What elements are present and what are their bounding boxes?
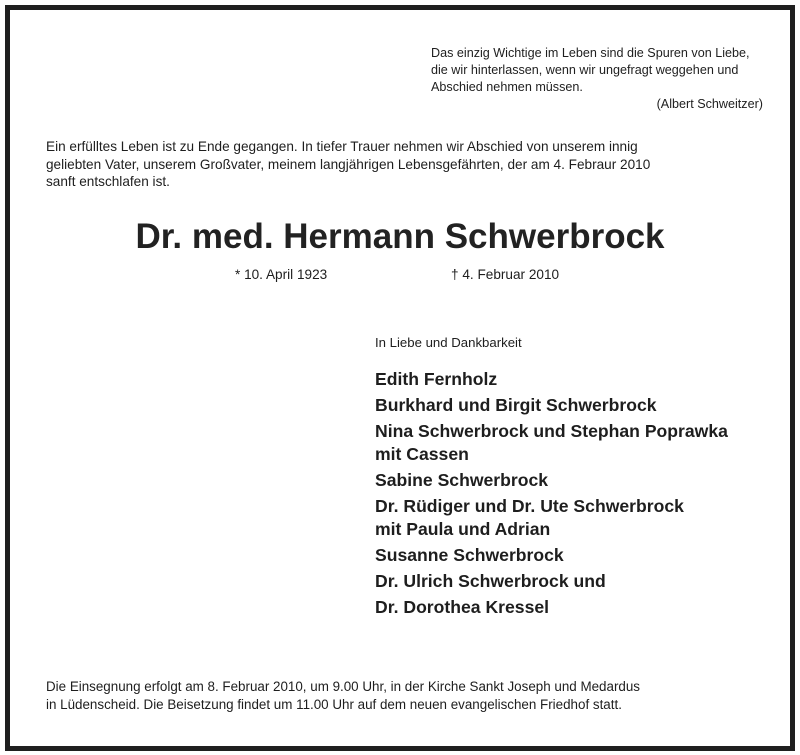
mourner-entry (375, 420, 775, 466)
mourner-entry (375, 495, 775, 541)
mourner-line: Sabine Schwerbrock (375, 470, 549, 490)
mourner-line: Susanne Schwerbrock (375, 545, 564, 565)
intro-line-2: geliebten Vater, unserem Großvater, meinem langjährigen Lebensgefährten, der am 4. Febraur 2010 (46, 156, 651, 172)
mourner-entry (375, 469, 775, 492)
quote-line-2: die wir hinterlassen, wenn wir ungefragt weggehen und (431, 63, 739, 77)
mourner-entry (375, 368, 775, 391)
intro-line-1: Ein erfülltes Leben ist zu Ende gegangen. In tiefer Trauer nehmen wir Abschied von unserem innig (46, 139, 638, 154)
mourner-line: Dr. Dorothea Kressel (375, 597, 550, 617)
mourner-line: Dr. Rüdiger und Dr. Ute Schwerbrock (375, 496, 684, 516)
mourner-entry (375, 544, 775, 567)
intro-line-3: sanft entschlafen ist. (46, 174, 170, 189)
mourners-intro: In Liebe und Dankbarkeit (375, 335, 522, 350)
deceased-name: Dr. med. Hermann Schwerbrock (135, 217, 665, 256)
mourner-line: Edith Fernholz (375, 369, 498, 389)
mourner-line: Dr. Ulrich Schwerbrock und (375, 571, 606, 591)
mourner-entry (375, 596, 775, 619)
mourners-list (375, 368, 775, 622)
death-date: † 4. Februar 2010 (451, 267, 560, 282)
obituary-notice (5, 5, 795, 751)
mourner-subline: mit Paula und Adrian (375, 519, 551, 539)
mourner-line: Nina Schwerbrock und Stephan Poprawka (375, 421, 728, 441)
quote-line-3: Abschied nehmen müssen. (431, 80, 583, 94)
intro-paragraph (46, 138, 766, 191)
quote-author: (Albert Schweitzer) (656, 97, 763, 111)
mourner-subline: mit Cassen (375, 444, 469, 464)
epigraph-quote (431, 45, 769, 113)
mourner-entry (375, 570, 775, 593)
birth-date: * 10. April 1923 (235, 267, 328, 282)
mourner-line: Burkhard und Birgit Schwerbrock (375, 395, 657, 415)
quote-line-1: Das einzig Wichtige im Leben sind die Spuren von Liebe, (431, 46, 750, 60)
funeral-info-line-1: Die Einsegnung erfolgt am 8. Februar 2010, um 9.00 Uhr, in der Kirche Sankt Joseph und Medardus (46, 679, 640, 694)
funeral-info (46, 678, 766, 713)
mourner-entry (375, 394, 775, 417)
funeral-info-line-2: in Lüdenscheid. Die Beisetzung findet um 11.00 Uhr auf dem neuen evangelischen Friedhof statt. (46, 696, 622, 712)
